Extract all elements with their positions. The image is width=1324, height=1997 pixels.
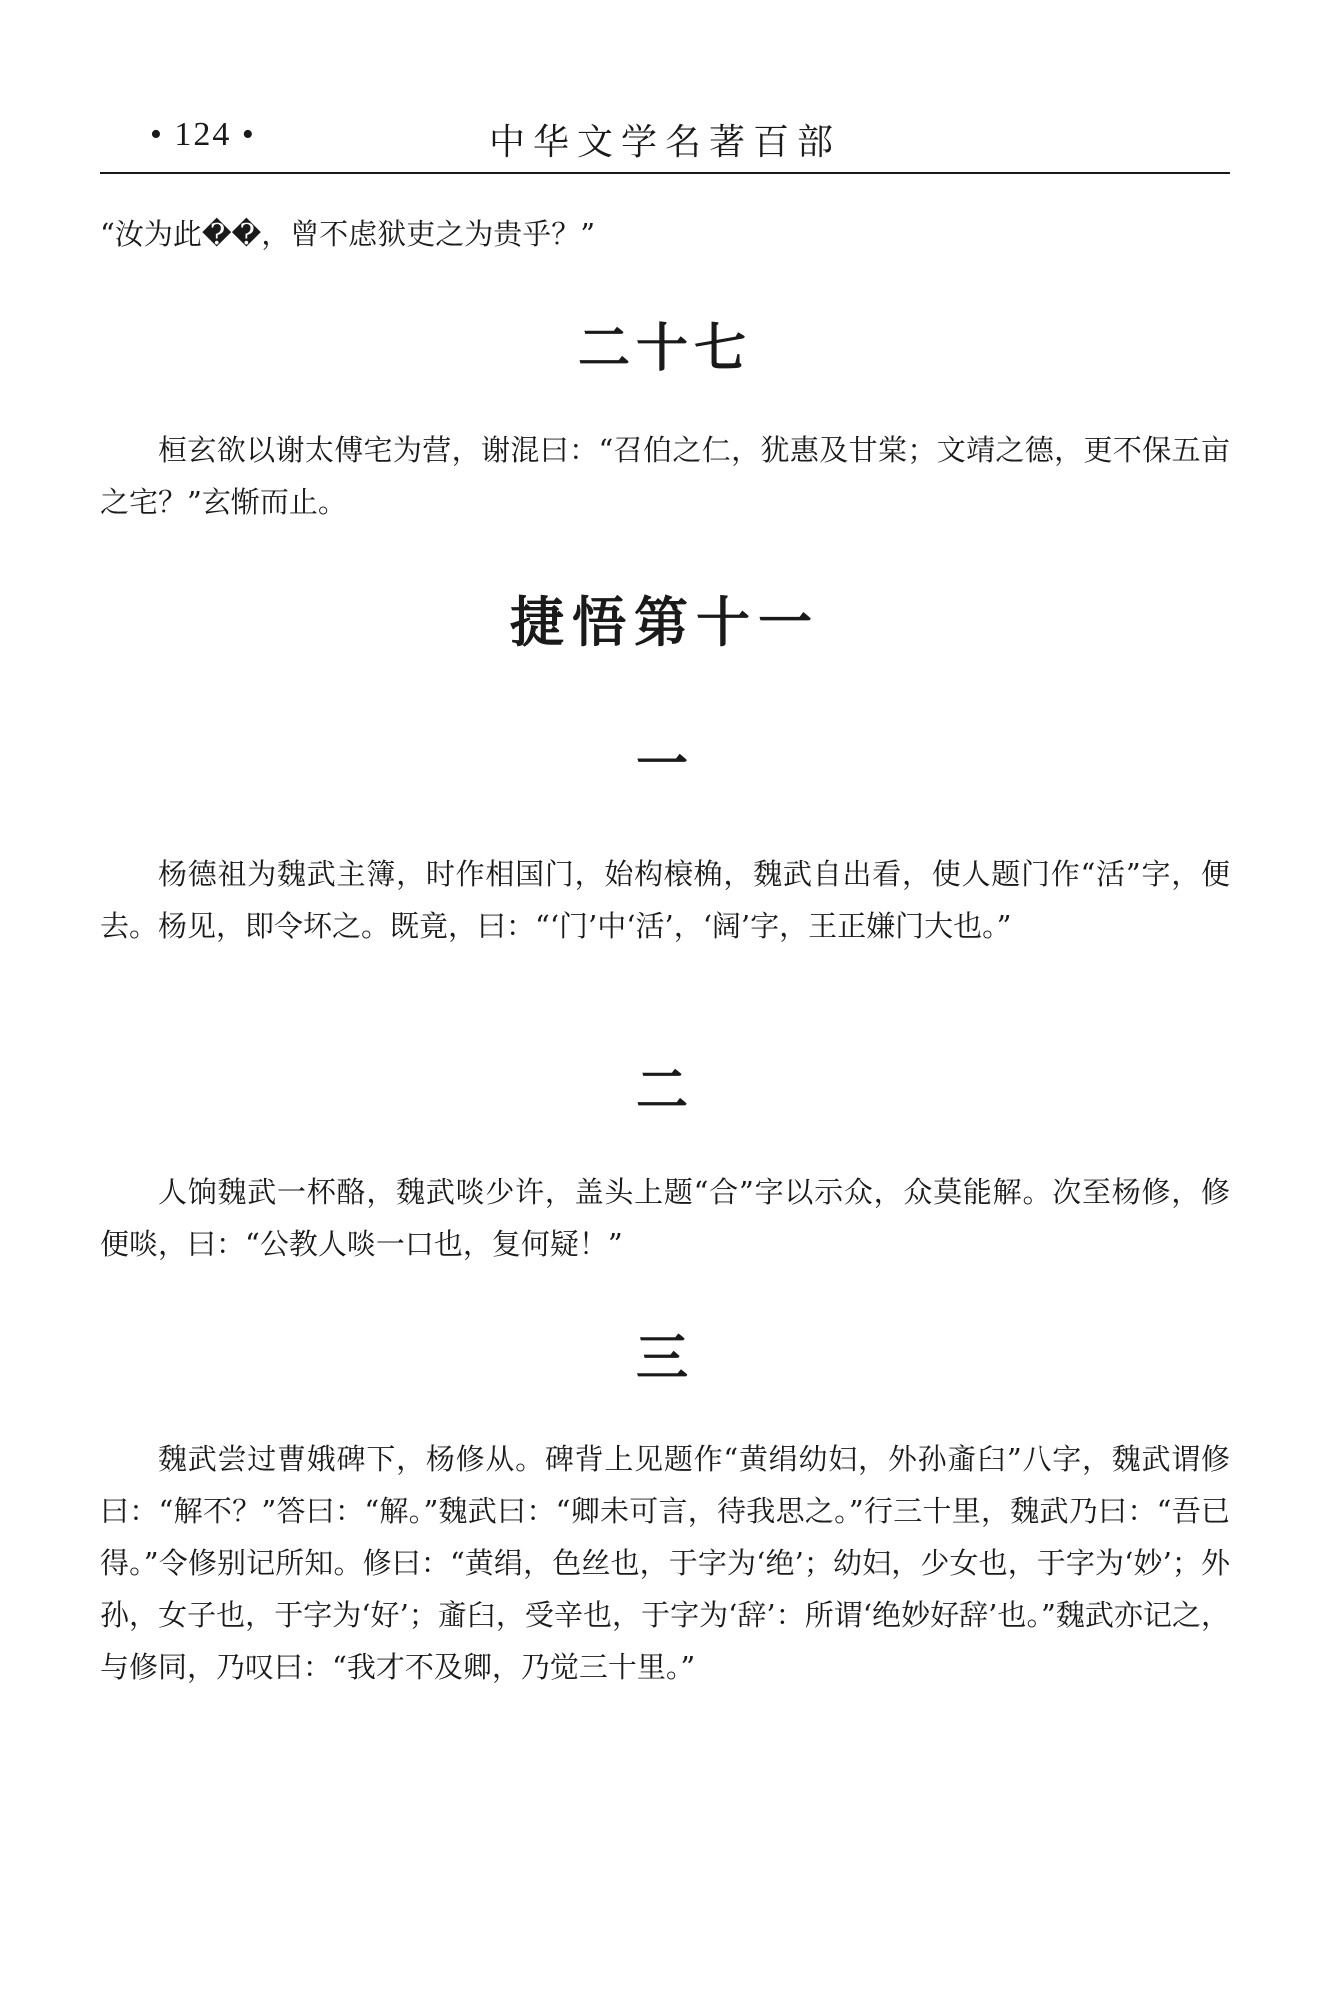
section-heading-27: 二十七 (577, 319, 752, 379)
running-header (100, 110, 1230, 174)
section-3-heading-block (100, 1316, 1230, 1391)
chapter-title: 捷悟第十一 (510, 591, 820, 654)
book-title: 中华文学名著百部 (488, 122, 841, 163)
continued-text-block (100, 208, 1230, 260)
paragraph-27: 桓玄欲以谢太傅宅为营，谢混曰：“召伯之仁，犹惠及甘棠；文靖之德，更不保五亩之宅？”玄惭而止。 (100, 433, 1230, 519)
section-27-text-block (100, 424, 1230, 528)
section-3-text-block (100, 1433, 1230, 1693)
section-heading-2: 二 (635, 1061, 694, 1121)
section-1-heading-block (100, 722, 1230, 797)
section-27-heading-block (100, 306, 1230, 381)
section-2-heading-block (100, 1048, 1230, 1123)
paragraph-1: 杨德祖为魏武主簿，时作相国门，始构榱桷，魏武自出看，使人题门作“活”字，便去。杨见，即令坏之。既竟，曰：“‘门’中‘活’，‘阔’字，王正嫌门大也。” (100, 857, 1230, 943)
section-1-text-block (100, 848, 1230, 952)
continued-paragraph: “汝为此��，曾不虑狱吏之为贵乎？” (100, 217, 596, 251)
paragraph-2: 人饷魏武一杯酪，魏武啖少许，盖头上题“合”字以示众，众莫能解。次至杨修，修便啖，曰：“公教人啖一口也，复何疑！” (100, 1175, 1230, 1261)
section-2-text-block (100, 1166, 1230, 1270)
section-heading-3: 三 (635, 1329, 694, 1389)
chapter-title-block (100, 580, 1230, 657)
section-heading-1: 一 (635, 735, 694, 795)
page-number: • 124 • (150, 116, 256, 153)
paragraph-3: 魏武尝过曹娥碑下，杨修从。碑背上见题作“黄绢幼妇，外孙齑臼”八字，魏武谓修曰：“解不？”答曰：“解。”魏武曰：“卿未可言，待我思之。”行三十里，魏武乃曰：“吾已得。”令修别记所知。修曰：“黄绢，色丝也，于字为‘绝’；幼妇，少女也，于字为‘妙’；外孙，女子也，于字为‘好’；齑臼，受辛也，于字为‘辞’：所谓‘绝妙好辞’也。”魏武亦记之，与修同，乃叹曰：“我才不及卿，乃觉三十里。” (100, 1442, 1230, 1684)
